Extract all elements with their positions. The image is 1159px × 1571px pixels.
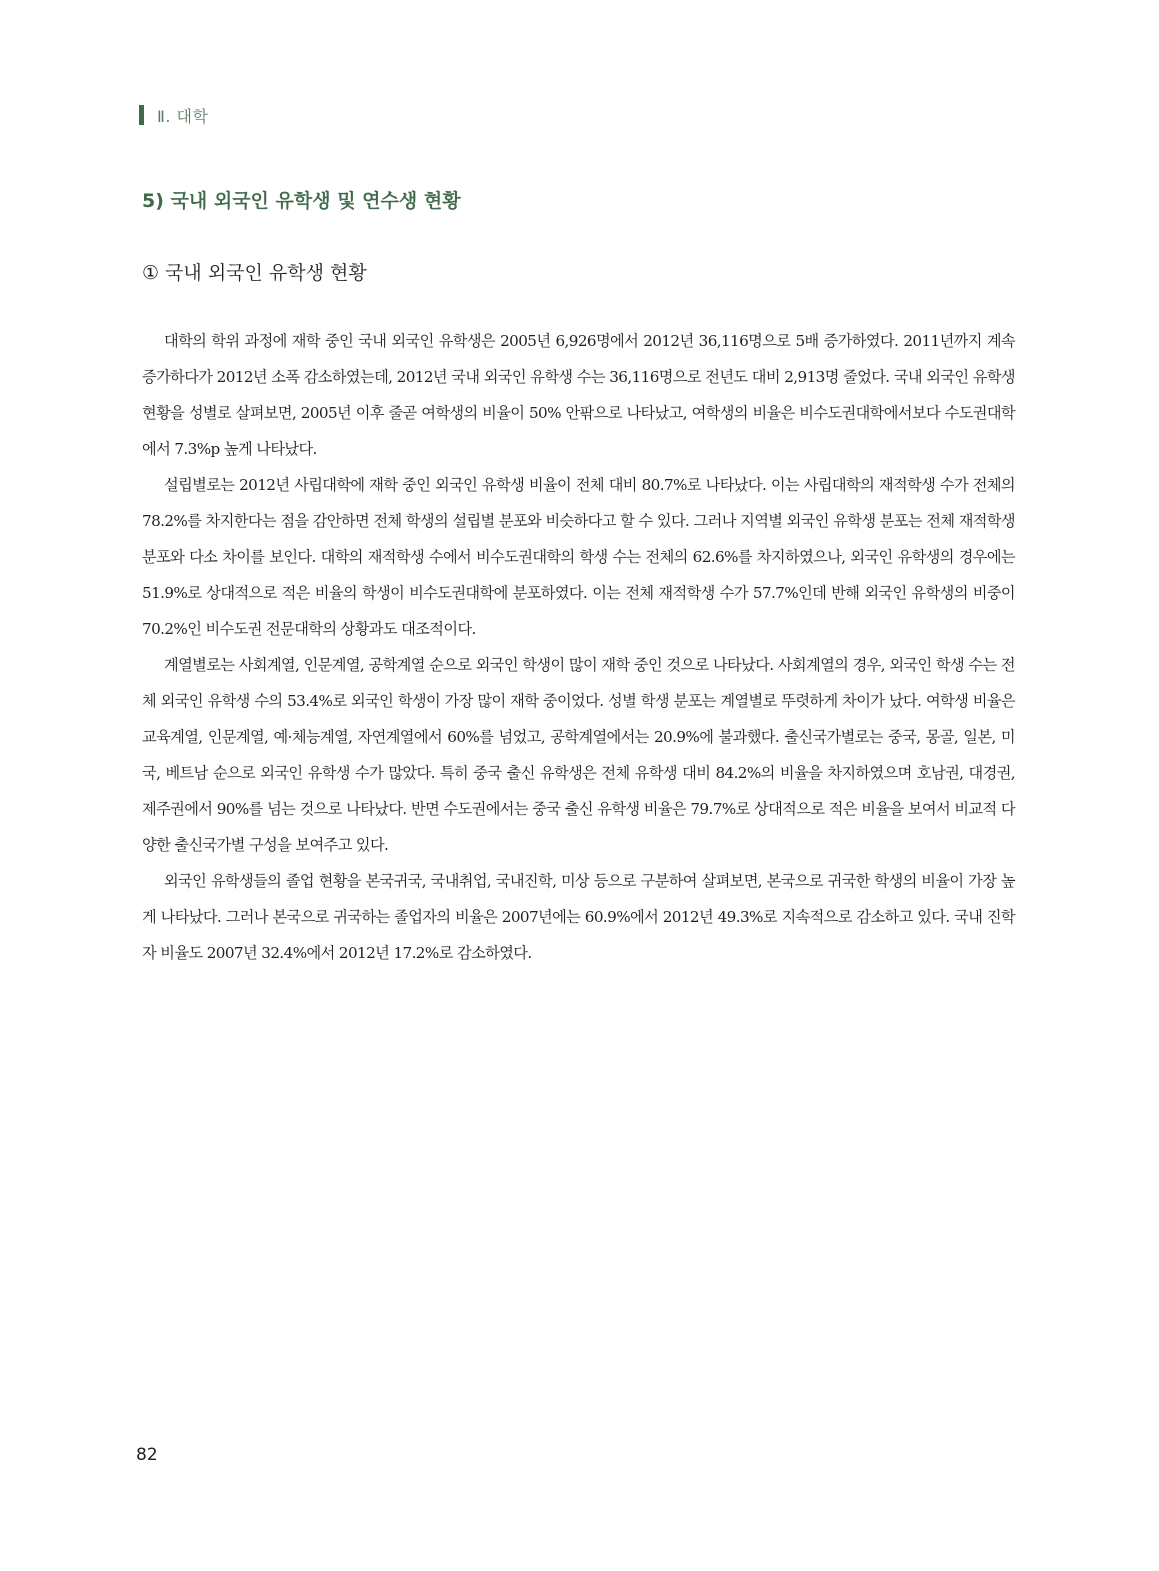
page-number: 82 (136, 1445, 158, 1465)
running-header (139, 103, 208, 127)
body-text (142, 323, 1015, 971)
section-title: 5) 국내 외국인 유학생 및 연수생 현황 (142, 190, 461, 212)
paragraph-4: 외국인 유학생들의 졸업 현황을 본국귀국, 국내취업, 국내진학, 미상 등으로 구분하여 살펴보면, 본국으로 귀국한 학생의 비율이 가장 높게 나타났다. 그러나 본국으로 귀국하는 졸업자의 비율은 2007년에는 60.9%에서 2012년 49.3%로 지속적으로 감소하고 있다. 국내 진학자 비율도 2007년 32.4%에서 2012년 17.2%로 감소하였다. (142, 872, 1015, 962)
subsection-title: ① 국내 외국인 유학생 현황 (142, 262, 367, 284)
header-accent-bar (139, 105, 144, 125)
paragraph-2: 설립별로는 2012년 사립대학에 재학 중인 외국인 유학생 비율이 전체 대비 80.7%로 나타났다. 이는 사립대학의 재적학생 수가 전체의 78.2%를 차지한다는 점을 감안하면 전체 학생의 설립별 분포와 비슷하다고 할 수 있다. 그러나 지역별 외국인 유학생 분포는 전체 재적학생 분포와 다소 차이를 보인다. 대학의 재적학생 수에서 비수도권대학의 학생 수는 전체의 62.6%를 차지하였으나, 외국인 유학생의 경우에는 51.9%로 상대적으로 적은 비율의 학생이 비수도권대학에 분포하였다. 이는 전체 재적학생 수가 57.7%인데 반해 외국인 유학생의 비중이 70.2%인 비수도권 전문대학의 상황과도 대조적이다. (142, 476, 1015, 638)
chapter-label: Ⅱ. 대학 (157, 106, 209, 126)
paragraph-1: 대학의 학위 과정에 재학 중인 국내 외국인 유학생은 2005년 6,926명에서 2012년 36,116명으로 5배 증가하였다. 2011년까지 계속 증가하다가 2012년 소폭 감소하였는데, 2012년 국내 외국인 유학생 수는 36,116명으로 전년도 대비 2,913명 줄었다. 국내 외국인 유학생 현황을 성별로 살펴보면, 2005년 이후 줄곧 여학생의 비율이 50% 안팎으로 나타났고, 여학생의 비율은 비수도권대학에서보다 수도권대학에서 7.3%p 높게 나타났다. (142, 332, 1015, 458)
paragraph-3: 계열별로는 사회계열, 인문계열, 공학계열 순으로 외국인 학생이 많이 재학 중인 것으로 나타났다. 사회계열의 경우, 외국인 학생 수는 전체 외국인 유학생 수의 53.4%로 외국인 학생이 가장 많이 재학 중이었다. 성별 학생 분포는 계열별로 뚜렷하게 차이가 났다. 여학생 비율은 교육계열, 인문계열, 예·체능계열, 자연계열에서 60%를 넘었고, 공학계열에서는 20.9%에 불과했다. 출신국가별로는 중국, 몽골, 일본, 미국, 베트남 순으로 외국인 유학생 수가 많았다. 특히 중국 출신 유학생은 전체 유학생 대비 84.2%의 비율을 차지하였으며 호남권, 대경권, 제주권에서 90%를 넘는 것으로 나타났다. 반면 수도권에서는 중국 출신 유학생 비율은 79.7%로 상대적으로 적은 비율을 보여서 비교적 다양한 출신국가별 구성을 보여주고 있다. (142, 656, 1015, 854)
